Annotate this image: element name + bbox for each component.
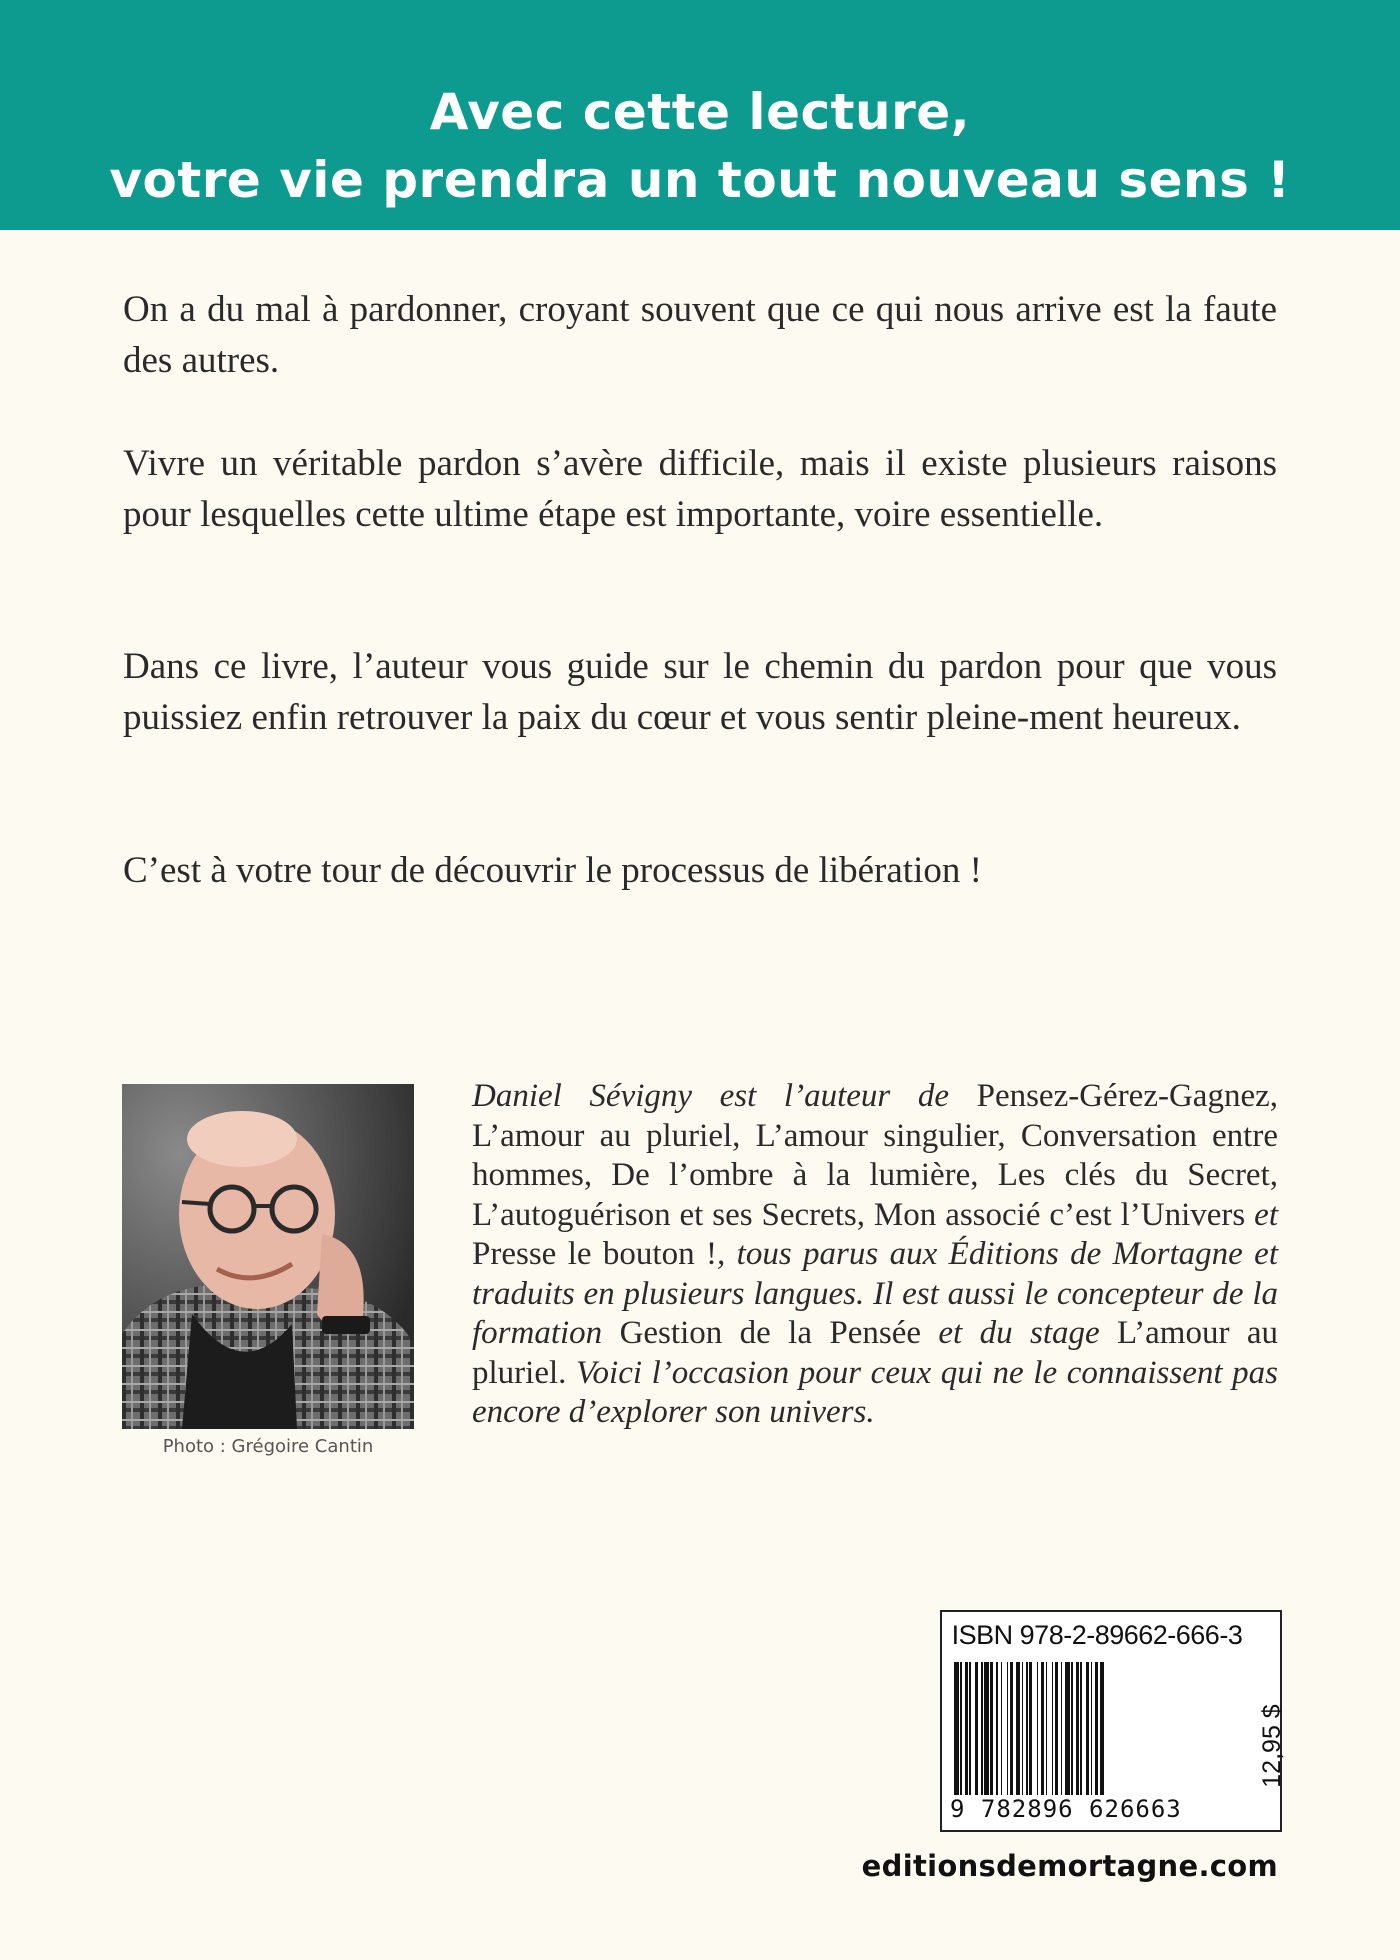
barcode-number: 9 782896 626663 (950, 1795, 1230, 1823)
banner-line-2: votre vie prendra un tout nouveau sens ! (109, 151, 1291, 209)
author-bio (472, 1077, 1278, 1433)
paragraph-2: Vivre un véritable pardon s’avère difficile, mais il existe plusieurs raisons pour lesquelles cette ultime étape est importante, voire essentielle. (123, 443, 1277, 535)
paragraph-4: C’est à votre tour de découvrir le processus de libération ! (123, 850, 982, 891)
bio-segment: L’amour au pluriel. (472, 1315, 1278, 1391)
bio-segment: et du stage (921, 1315, 1118, 1351)
publisher-website: editionsdemortagne.com (861, 1849, 1278, 1883)
bio-segment: Daniel Sévigny est l’auteur de (472, 1078, 977, 1114)
bio-segment: Voici l’occasion pour ceux qui ne le connaissent pas encore d’explorer son univers. (472, 1354, 1278, 1430)
bio-segment: et (1245, 1196, 1278, 1233)
title-banner (0, 0, 1400, 230)
photo-credit: Photo : Grégoire Cantin (162, 1436, 374, 1457)
bio-segment: , tous parus aux Éditions de Mortagne et traduits en plusieurs langues. Il est aussi le concepteur de la formation (472, 1236, 1278, 1351)
author-photo (122, 1084, 414, 1429)
banner-line-1: Avec cette lecture, (429, 83, 971, 141)
bio-segment: Presse le bouton ! (472, 1236, 717, 1272)
price-label: 12,95 $ (1258, 1704, 1286, 1788)
barcode-box (940, 1610, 1286, 1832)
author-portrait-image (122, 1084, 414, 1429)
paragraph-1: On a du mal à pardonner, croyant souvent que ce qui nous arrive est la faute des autres. (123, 289, 1277, 381)
bio-segment: Pensez-Gérez-Gagnez, L’amour au pluriel, L’amour singulier, Conversation entre hommes, De l’ombre à la lumière, Les clés du Secret, L’autoguérison et ses Secrets, Mon associé c’est l’Univers (472, 1078, 1278, 1233)
barcode-bar (1104, 1662, 1106, 1802)
paragraph-3: Dans ce livre, l’auteur vous guide sur le chemin du pardon pour que vous puissiez enfin retrouver la paix du cœur et vous sentir pleine-ment heureux. (123, 646, 1277, 738)
bio-segment: Gestion de la Pensée (619, 1315, 921, 1351)
barcode-bars (954, 1662, 1224, 1802)
isbn-label: ISBN 978-2-89662-666-3 (951, 1620, 1243, 1650)
